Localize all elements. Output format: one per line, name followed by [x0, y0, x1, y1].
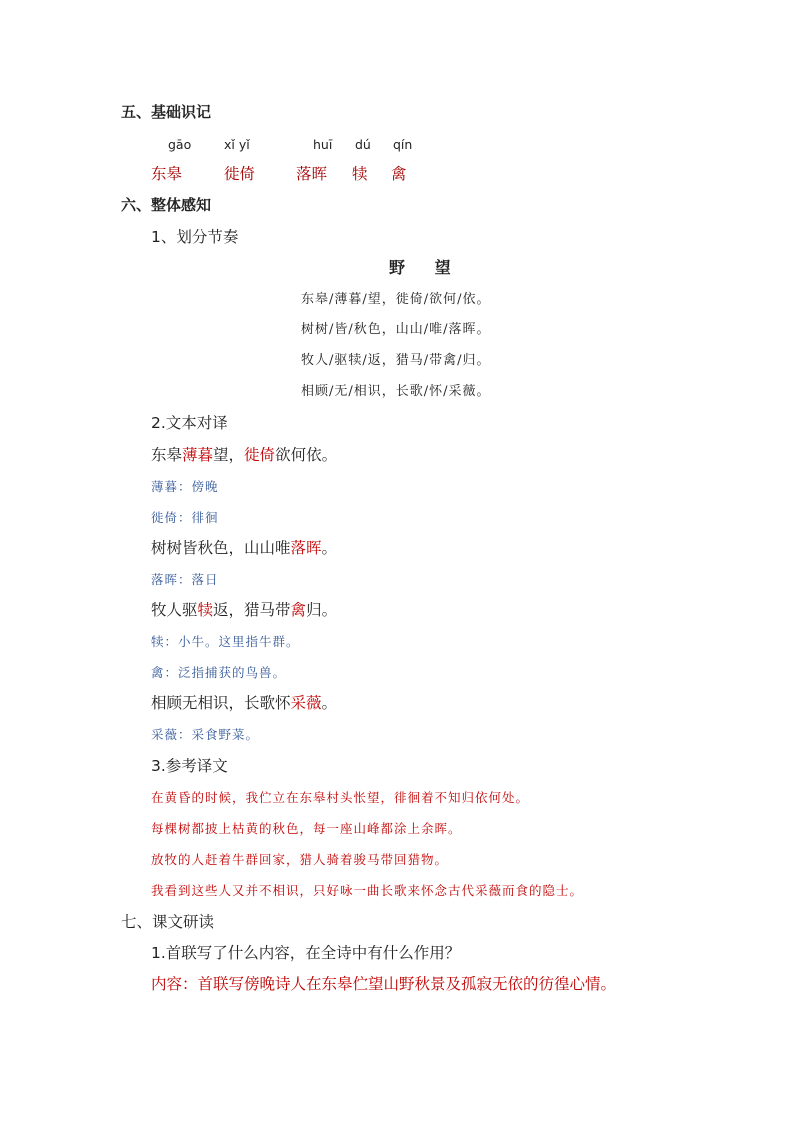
sub-heading-reference: 3.参考译文 [151, 757, 228, 775]
section-6-heading: 六、整体感知 [121, 196, 212, 214]
text-line-1-b: 薄暮 [182, 446, 214, 464]
question-1: 1.首联写了什么内容，在全诗中有什么作用？ [151, 944, 461, 962]
note-caiwei: 采薇：采食野菜。 [151, 727, 260, 742]
sub-heading-translation: 2.文本对译 [151, 414, 228, 432]
text-line-3-d: 禽 [290, 601, 307, 619]
translation-line-1: 在黄昏的时候，我伫立在东皋村头怅望，徘徊着不知归依何处。 [151, 790, 530, 805]
rhythm-line-1: 东皋/薄暮/望，徙倚/欲何/依。 [301, 292, 491, 307]
text-line-4-a: 相顾无相识，长歌怀 [151, 694, 291, 712]
text-line-1-d: 徙倚 [244, 446, 276, 464]
note-luohui: 落晖：落日 [151, 572, 219, 587]
pinyin-hui: huī [313, 137, 333, 152]
pinyin-qin: qín [393, 137, 413, 152]
section-5-heading: 五、基础识记 [121, 103, 212, 121]
text-line-2 [151, 538, 337, 558]
word-luohui [296, 164, 327, 184]
word-donggao-text: 东皋 [151, 165, 183, 183]
text-line-2-c: 。 [321, 539, 338, 557]
word-xiyi [224, 164, 255, 184]
poem-title: 野 望 [389, 258, 463, 277]
note-du: 犊：小牛。这里指牛群。 [151, 634, 300, 649]
text-line-1-a: 东皋 [151, 446, 183, 464]
text-line-1-c: 望， [213, 446, 245, 464]
text-line-2-b: 落晖 [290, 539, 322, 557]
answer-1: 内容：首联写傍晚诗人在东皋伫望山野秋景及孤寂无依的彷徨心情。 [151, 975, 617, 993]
pinyin-gao: gāo [168, 137, 192, 152]
text-line-1 [151, 445, 337, 465]
rhythm-line-3: 牧人/驱犊/返，猎马/带禽/归。 [301, 353, 491, 368]
word-luohui-text: 落晖 [296, 165, 328, 183]
text-line-1-e: 欲何依。 [275, 446, 338, 464]
pinyin-du: dú [355, 137, 371, 152]
text-line-3-c: 返，猎马带 [213, 601, 291, 619]
rhythm-line-2: 树树/皆/秋色，山山/唯/落晖。 [301, 322, 491, 337]
text-line-4 [151, 693, 337, 713]
section-7-heading: 七、课文研读 [121, 913, 215, 931]
sub-heading-rhythm: 1、划分节奏 [151, 228, 239, 246]
word-du-text: 犊 [352, 165, 368, 183]
word-donggao [151, 164, 182, 184]
text-line-3-e: 归。 [306, 601, 338, 619]
translation-line-2: 每棵树都披上枯黄的秋色，每一座山峰都涂上余晖。 [151, 821, 462, 836]
note-qin: 禽：泛指捕获的鸟兽。 [151, 665, 287, 680]
text-line-3-a: 牧人驱 [151, 601, 198, 619]
text-line-3-b: 犊 [197, 601, 214, 619]
translation-line-3: 放牧的人赶着牛群回家，猎人骑着骏马带回猎物。 [151, 852, 449, 867]
note-xiyi: 徙倚：徘徊 [151, 510, 219, 525]
word-qin [391, 164, 407, 184]
word-xiyi-text: 徙倚 [224, 165, 256, 183]
word-qin-text: 禽 [391, 165, 407, 183]
rhythm-line-4: 相顾/无/相识，长歌/怀/采薇。 [301, 384, 491, 399]
note-bomu: 薄暮：傍晚 [151, 479, 219, 494]
word-du [352, 164, 368, 184]
text-line-3 [151, 600, 337, 620]
text-line-4-c: 。 [321, 694, 338, 712]
translation-line-4: 我看到这些人又并不相识，只好咏一曲长歌来怀念古代采薇而食的隐士。 [151, 883, 584, 898]
text-line-2-a: 树树皆秋色，山山唯 [151, 539, 291, 557]
text-line-4-b: 采薇 [290, 694, 322, 712]
pinyin-xiyi: xǐ yǐ [224, 137, 250, 152]
